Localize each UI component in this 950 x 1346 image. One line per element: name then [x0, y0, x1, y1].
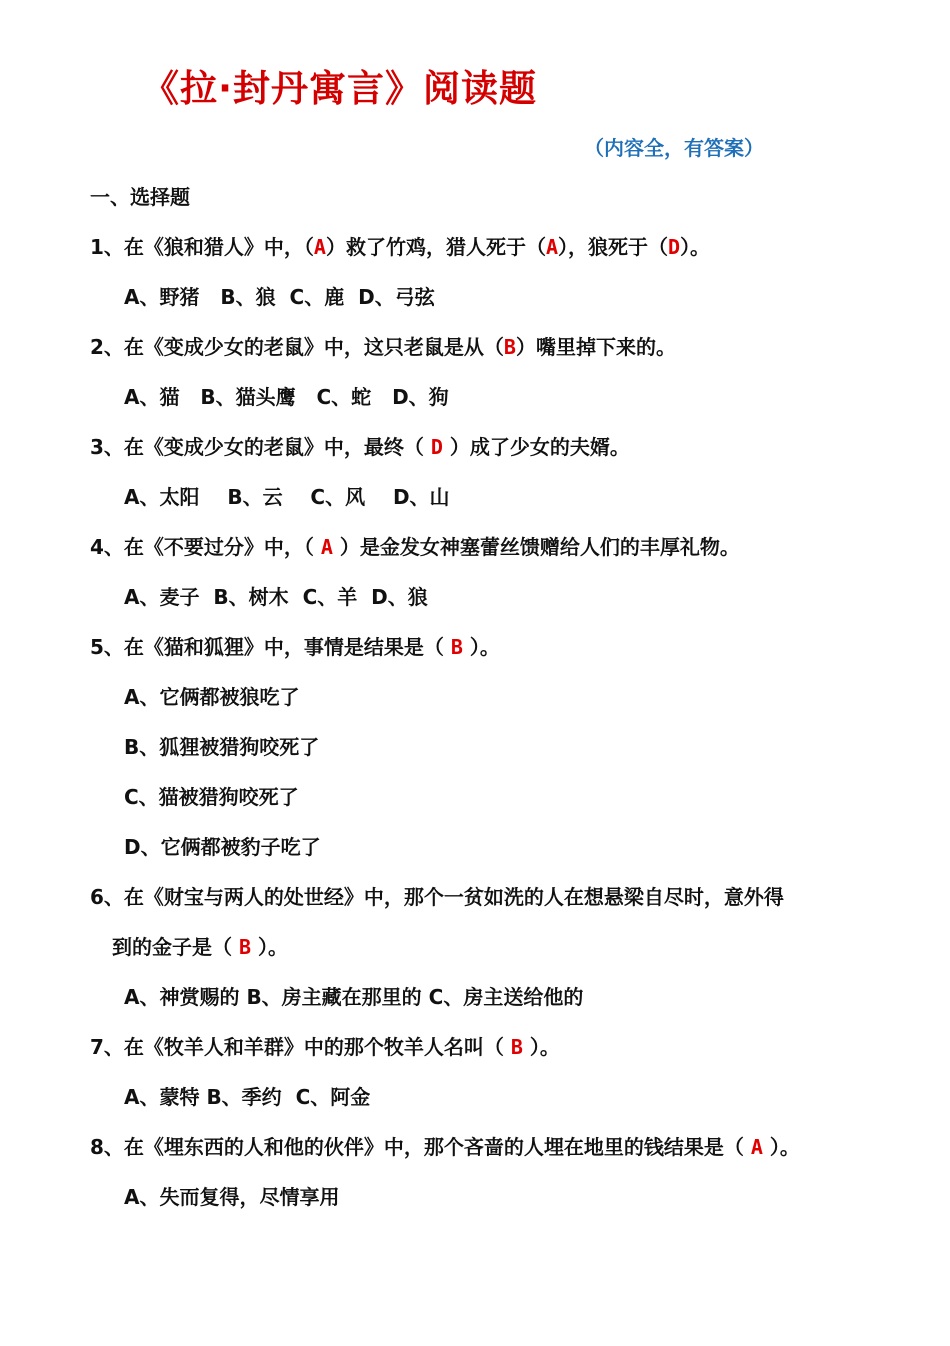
question-text: 7、在《牧羊人和羊群》中的那个牧羊人名叫（	[90, 1035, 511, 1059]
section-heading: 一、选择题	[90, 185, 190, 209]
options-4: A、麦子 B、树木 C、羊 D、狼	[124, 585, 428, 609]
question-4	[90, 532, 740, 562]
question-text: ）救了竹鸡，猎人死于（	[325, 235, 546, 259]
question-text: 3、在《变成少女的老鼠》中，最终（	[90, 435, 431, 459]
question-text: 5、在《猫和狐狸》中，事情是结果是（	[90, 635, 451, 659]
question-text: ），狼死于（	[558, 235, 669, 259]
question-text: ）是金发女神塞蕾丝馈赠给人们的丰厚礼物。	[332, 535, 740, 559]
answer: A	[320, 535, 333, 559]
answer: D	[668, 235, 681, 259]
question-2	[90, 332, 676, 362]
options-3: A、太阳 B、云 C、风 D、山	[124, 485, 450, 509]
question-7	[90, 1032, 560, 1062]
question-text: 到的金子是（	[112, 935, 239, 959]
option-5a: A、它俩都被狼吃了	[124, 685, 300, 709]
options-6: A、神赏赐的 B、房主藏在那里的 C、房主送给他的	[124, 985, 584, 1009]
question-text: ）。	[522, 1035, 560, 1059]
question-text: ）成了少女的夫婿。	[442, 435, 630, 459]
answer: A	[313, 235, 326, 259]
question-6: 6、在《财宝与两人的处世经》中，那个一贫如洗的人在想悬梁自尽时，意外得	[90, 885, 784, 909]
question-5	[90, 632, 500, 662]
question-text: 1、在《狼和猎人》中，（	[90, 235, 314, 259]
question-6-cont	[112, 932, 288, 962]
question-text: 8、在《埋东西的人和他的伙伴》中，那个吝啬的人埋在地里的钱结果是（	[90, 1135, 751, 1159]
question-text: 4、在《不要过分》中，（	[90, 535, 321, 559]
page-subtitle: （内容全，有答案）	[584, 136, 764, 160]
options-2: A、猫 B、猫头鹰 C、蛇 D、狗	[124, 385, 449, 409]
answer: A	[750, 1135, 763, 1159]
question-text: ）嘴里掉下来的。	[515, 335, 676, 359]
question-8	[90, 1132, 800, 1162]
option-5b: B、狐狸被猎狗咬死了	[124, 735, 320, 759]
question-text: ）。	[680, 235, 711, 259]
answer: B	[450, 635, 463, 659]
options-7: A、蒙特 B、季约 C、阿金	[124, 1085, 371, 1109]
options-8: A、失而复得，尽情享用	[124, 1185, 340, 1209]
option-5d: D、它俩都被豹子吃了	[124, 835, 321, 859]
answer: D	[430, 435, 443, 459]
question-1	[90, 232, 710, 262]
question-3	[90, 432, 630, 462]
question-text: ）。	[462, 635, 500, 659]
answer: B	[238, 935, 252, 959]
question-text: 2、在《变成少女的老鼠》中，这只老鼠是从（	[90, 335, 504, 359]
options-1: A、野猪 B、狼 C、鹿 D、弓弦	[124, 285, 435, 309]
option-5c: C、猫被猎狗咬死了	[124, 785, 299, 809]
answer: B	[503, 335, 516, 359]
page-title: 《拉·封丹寓言》阅读题	[142, 67, 538, 110]
answer: A	[545, 235, 559, 259]
answer: B	[510, 1035, 523, 1059]
question-text: ）。	[251, 935, 288, 959]
question-text: ）。	[762, 1135, 800, 1159]
